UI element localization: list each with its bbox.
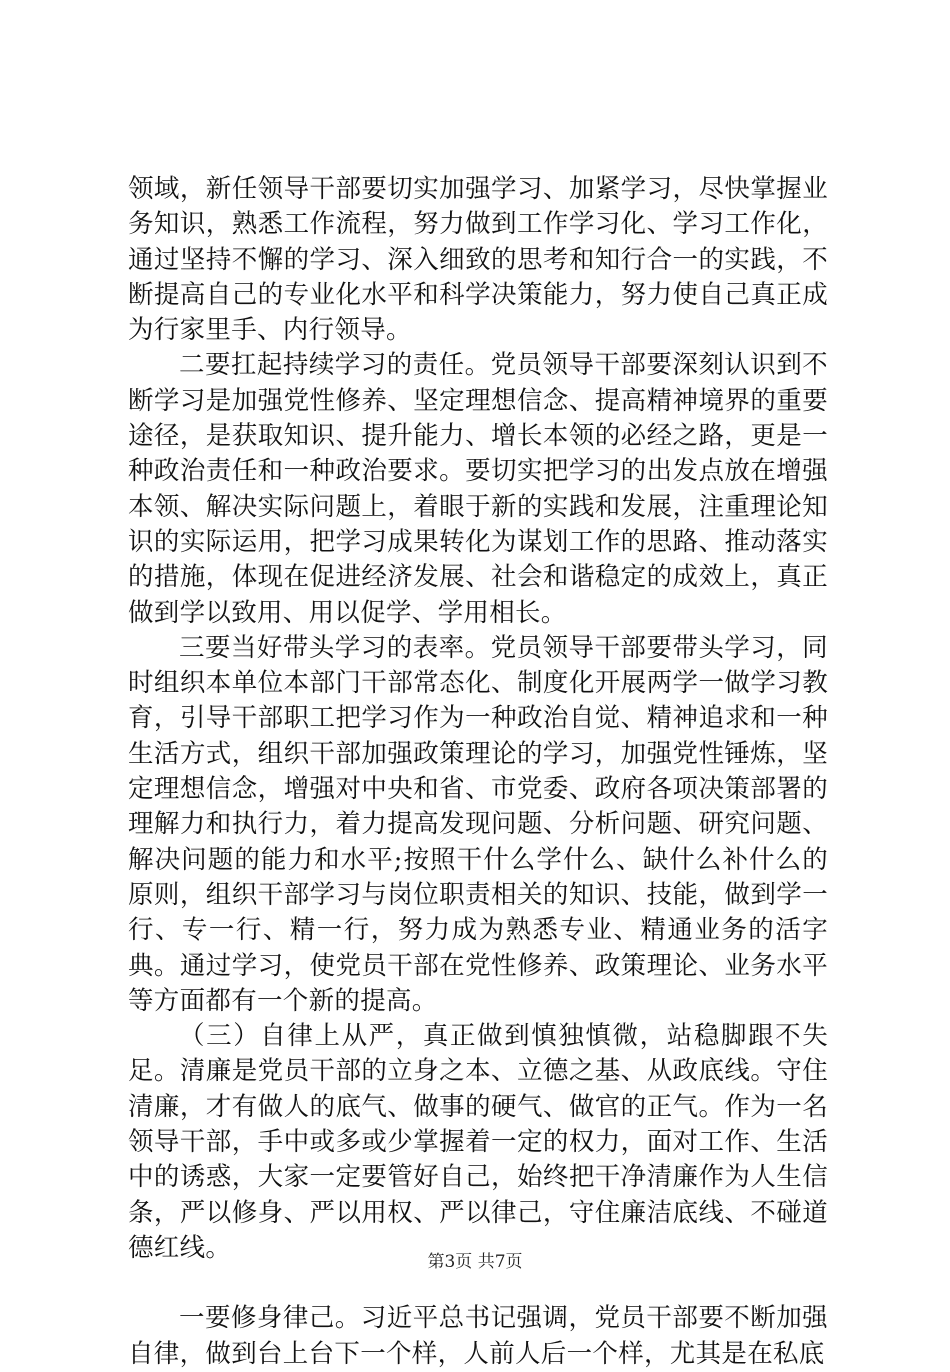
paragraph-second-point: 二要扛起持续学习的责任。党员领导干部要深刻认识到不断学习是加强党性修养、坚定理想信念、提高精神境界的重要途径，是获取知识、提升能力、增长本领的必经之路，更是一种政治责任和一种政治要求。要切实把学习的出发点放在增强本领、解决实际问题上，着眼于新的实践和发展，注重理论知识的实际运用，把学习成果转化为谋划工作的思路、推动落实的措施，体现在促进经济发展、社会和谐稳定的成效上，真正做到学以致用、用以促学、学用相长。 (128, 350, 828, 628)
page-footer: 第3页 共7页 (427, 1252, 523, 1272)
paragraph-section-three: （三）自律上从严，真正做到慎独慎微，站稳脚跟不失足。清廉是党员干部的立身之本、立德之基、从政底线。守住清廉，才有做人的底气、做事的硬气、做官的正气。作为一名领导干部，手中或多或少掌握着一定的权力，面对工作、生活中的诱惑，大家一定要管好自己，始终把干净清廉作为人生信条，严以修身、严以用权、严以律己，守住廉洁底线、不碰道德红线。 (128, 1021, 828, 1263)
paragraph-continuation: 领域，新任领导干部要切实加强学习、加紧学习，尽快掌握业务知识，熟悉工作流程，努力做到工作学习化、学习工作化，通过坚持不懈的学习、深入细致的思考和知行合一的实践，不断提高自己的专业化水平和科学决策能力，努力使自己真正成为行家里手、内行领导。 (128, 174, 828, 346)
paragraph-first-point: 一要修身律己。习近平总书记强调，党员干部要不断加强自律，做到台上台下一个样，人前人后一个样，尤其是在私底 (128, 1303, 828, 1369)
paragraph-third-point: 三要当好带头学习的表率。党员领导干部要带头学习，同时组织本单位本部门干部常态化、制度化开展两学一做学习教育，引导干部职工把学习作为一种政治自觉、精神追求和一种生活方式，组织干部加强政策理论的学习，加强党性锤炼，坚定理想信念，增强对中央和省、市党委、政府各项决策部署的理解力和执行力，着力提高发现问题、分析问题、研究问题、解决问题的能力和水平;按照干什么学什么、缺什么补什么的原则，组织干部学习与岗位职责相关的知识、技能，做到学一行、专一行、精一行，努力成为熟悉专业、精通业务的活字典。通过学习，使党员干部在党性修养、政策理论、业务水平等方面都有一个新的提高。 (128, 632, 828, 1016)
document-body (128, 172, 828, 1372)
